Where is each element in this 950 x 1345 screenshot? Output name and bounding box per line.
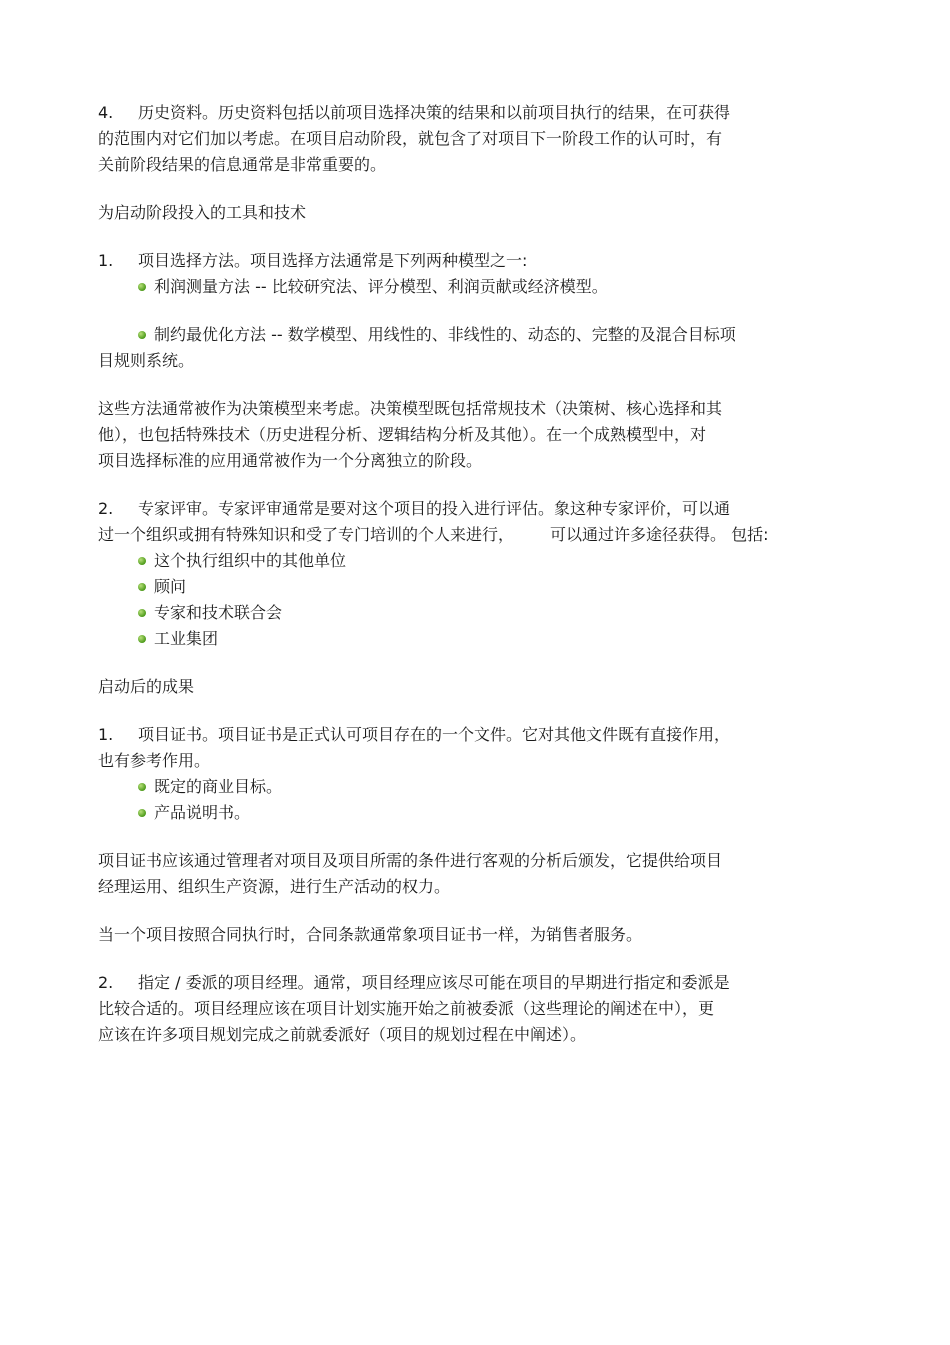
text-line: 项目证书。项目证书是正式认可项目存在的一个文件。它对其他文件既有直接作用，	[138, 725, 731, 744]
paragraph-project-charter	[98, 722, 858, 774]
text-line: 项目证书应该通过管理者对项目及项目所需的条件进行客观的分析后颁发，它提供给项目	[98, 851, 723, 870]
text-line: 关前阶段结果的信息通常是非常重要的。	[98, 155, 387, 174]
bullet-item	[98, 774, 858, 800]
text-line: 他），也包括特殊技术（历史进程分析、逻辑结构分析及其他）。在一个成熟模型中，对	[98, 425, 707, 444]
paragraph-history	[98, 100, 858, 178]
bullet-item	[98, 574, 858, 600]
bullet-item	[98, 322, 858, 374]
green-bullet-icon	[138, 635, 146, 643]
bullet-text: 既定的商业目标。	[154, 777, 283, 796]
text-line: 也有参考作用。	[98, 751, 211, 770]
text-line: 的范围内对它们加以考虑。在项目启动阶段，就包含了对项目下一阶段工作的认可时，有	[98, 129, 723, 148]
document-page	[98, 100, 858, 1048]
bullet-item	[98, 600, 858, 626]
paragraph-selection-methods	[98, 248, 858, 274]
bullet-text: 顾问	[154, 577, 187, 596]
paragraph-charter-issuance	[98, 848, 858, 900]
text-line: 专家评审。专家评审通常是要对这个项目的投入进行评估。象这种专家评价，可以通	[138, 499, 731, 518]
green-bullet-icon	[138, 331, 146, 339]
green-bullet-icon	[138, 283, 146, 291]
bullet-text: 利润测量方法 -- 比较研究法、评分模型、利润贡献或经济模型。	[154, 277, 608, 296]
green-bullet-icon	[138, 583, 146, 591]
text-line: 历史资料。历史资料包括以前项目选择决策的结果和以前项目执行的结果，在可获得	[138, 103, 731, 122]
item-number: 2.	[98, 973, 114, 992]
text-line: 经理运用、组织生产资源，进行生产活动的权力。	[98, 877, 451, 896]
item-number: 1.	[98, 725, 114, 744]
text-line: 比较合适的。项目经理应该在项目计划实施开始之前被委派（这些理论的阐述在中），更	[98, 999, 715, 1018]
bullet-item	[98, 548, 858, 574]
paragraph-contract: 当一个项目按照合同执行时，合同条款通常象项目证书一样，为销售者服务。	[98, 925, 643, 944]
item-number: 2.	[98, 499, 114, 518]
bullet-item	[98, 274, 858, 300]
paragraph-decision-models	[98, 396, 858, 474]
green-bullet-icon	[138, 809, 146, 817]
bullet-text: 产品说明书。	[154, 803, 251, 822]
bullet-text: 制约最优化方法 -- 数学模型、用线性的、非线性的、动态的、完整的及混合目标项	[154, 325, 736, 344]
item-number: 4.	[98, 103, 114, 122]
bullet-text: 专家和技术联合会	[154, 603, 283, 622]
green-bullet-icon	[138, 783, 146, 791]
text-line: 项目选择方法。项目选择方法通常是下列两种模型之一:	[138, 251, 528, 270]
bullet-item	[98, 800, 858, 826]
bullet-text: 工业集团	[154, 629, 219, 648]
text-line: 这些方法通常被作为决策模型来考虑。决策模型既包括常规技术（决策树、核心选择和其	[98, 399, 723, 418]
paragraph-project-manager	[98, 970, 858, 1048]
text-line: 过一个组织或拥有特殊知识和受了专门培训的个人来进行，	[98, 525, 515, 544]
bullet-item	[98, 626, 858, 652]
text-line: 指定 / 委派的项目经理。通常，项目经理应该尽可能在项目的早期进行指定和委派是	[138, 973, 730, 992]
heading-outcomes: 启动后的成果	[98, 677, 195, 696]
text-line: 可以通过许多途径获得。 包括:	[550, 525, 769, 544]
text-line: 项目选择标准的应用通常被作为一个分离独立的阶段。	[98, 451, 483, 470]
bullet-text: 这个执行组织中的其他单位	[154, 551, 347, 570]
green-bullet-icon	[138, 609, 146, 617]
bullet-text: 目规则系统。	[98, 351, 195, 370]
item-number: 1.	[98, 251, 114, 270]
heading-tools: 为启动阶段投入的工具和技术	[98, 203, 307, 222]
paragraph-expert-review	[98, 496, 858, 548]
green-bullet-icon	[138, 557, 146, 565]
text-line: 应该在许多项目规划完成之前就委派好（项目的规划过程在中阐述）。	[98, 1025, 587, 1044]
